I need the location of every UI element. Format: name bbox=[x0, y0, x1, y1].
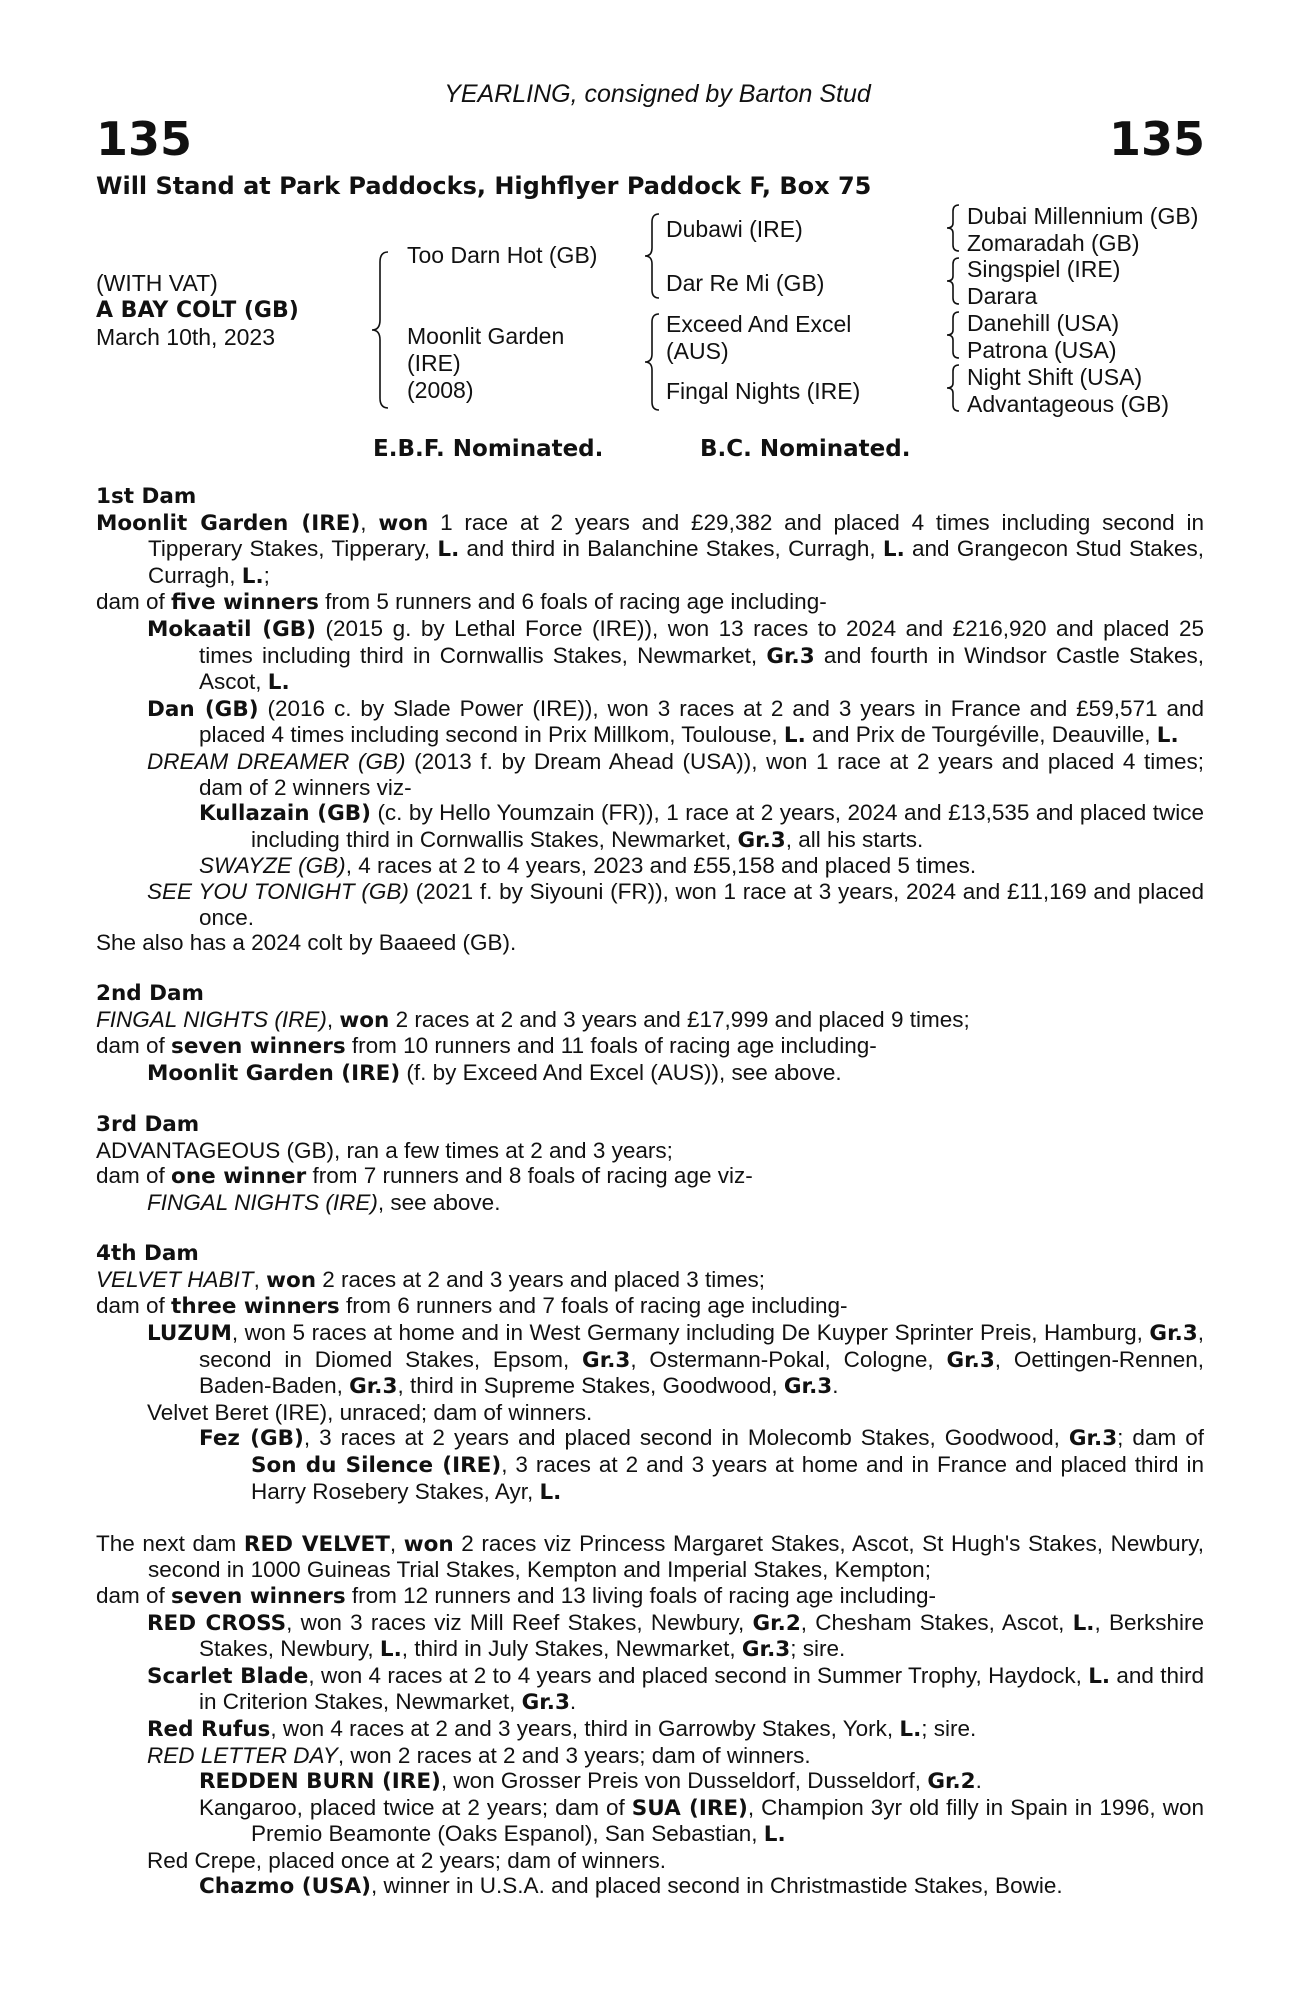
sire-name: Too Darn Hot (GB) bbox=[407, 242, 598, 268]
pedigree-paragraph: The next dam RED VELVET, won 2 races viz Princess Margaret Stakes, Ascot, St Hugh's Stakes, Newbury, second in 1000 Guineas Trial Stakes, Kempton and Imperial Stakes, Kempton; bbox=[96, 1530, 1204, 1583]
bold-text: Gr.3 bbox=[582, 1347, 631, 1373]
bold-text: Gr.3 bbox=[349, 1374, 398, 1400]
pedigree-paragraph: RED CROSS, won 3 races viz Mill Reef Stakes, Newbury, Gr.2, Chesham Stakes, Ascot, L., Berkshire Stakes, Newbury, L., third in July Stakes, Newmarket, Gr.3; sire. bbox=[147, 1609, 1204, 1663]
pedigree-brace-g3-1 bbox=[945, 203, 963, 253]
pedigree-brace-sire bbox=[643, 212, 663, 300]
italic-text: RED LETTER DAY bbox=[147, 1742, 338, 1768]
bold-text: Gr.3 bbox=[737, 827, 786, 853]
bold-text: Gr.3 bbox=[1149, 1321, 1198, 1346]
bold-text: Dan (GB) bbox=[147, 696, 259, 722]
italic-text: DREAM DREAMER (GB) bbox=[147, 748, 406, 774]
bold-text: Moonlit Garden (IRE) bbox=[96, 510, 361, 536]
pedigree-brace-g3-3 bbox=[945, 310, 963, 360]
bold-text: Moonlit Garden (IRE) bbox=[147, 1061, 401, 1087]
pedigree-paragraph: Chazmo (USA), winner in U.S.A. and placed second in Christmastide Stakes, Bowie. bbox=[199, 1873, 1063, 1900]
bold-text: Red Rufus bbox=[147, 1716, 271, 1742]
pedigree-paragraph: Kangaroo, placed twice at 2 years; dam of SUA (IRE), Champion 3yr old filly in Spain in 1996, won Premio Beamonte (Oaks Espanol), San Sebastian, L. bbox=[199, 1794, 1204, 1848]
italic-text: VELVET HABIT bbox=[96, 1266, 254, 1292]
pedigree-paragraph: Moonlit Garden (IRE), won 1 race at 2 years and £29,382 and placed 4 times including second in Tipperary Stakes, Tipperary, L. and third in Balanchine Stakes, Curragh, L. and Grangecon Stud Stakes, Curragh, L.; bbox=[96, 509, 1204, 589]
pedigree-paragraph: LUZUM, won 5 races at home and in West Germany including De Kuyper Sprinter Preis, Hamburg, Gr.3, second in Diomed Stakes, Epsom, Gr.3, Ostermann-Pokal, Cologne, Gr.3, Oettingen-Rennen, Baden-Baden, Gr.3, third in Supreme Stakes, Goodwood, Gr.3. bbox=[147, 1320, 1205, 1400]
g3-ancestor-7: Night Shift (USA) bbox=[967, 364, 1143, 390]
bold-text: Gr.2 bbox=[927, 1769, 976, 1795]
bold-text: Gr.2 bbox=[752, 1610, 801, 1636]
pedigree-paragraph: REDDEN BURN (IRE), won Grosser Preis von Dusseldorf, Dusseldorf, Gr.2. bbox=[199, 1768, 982, 1795]
dam-foaled-year: (2008) bbox=[407, 377, 474, 403]
bold-text: won bbox=[339, 1007, 390, 1033]
pedigree-paragraph: dam of one winner from 7 runners and 8 foals of racing age viz- bbox=[96, 1163, 753, 1190]
catalogue-body bbox=[96, 484, 1204, 1900]
g3-ancestor-3: Singspiel (IRE) bbox=[967, 256, 1121, 282]
bold-text: won bbox=[378, 510, 429, 536]
pedigree-paragraph: dam of three winners from 6 runners and 7 foals of racing age including- bbox=[96, 1293, 848, 1320]
bold-text: L. bbox=[241, 563, 264, 589]
pedigree-paragraph: RED LETTER DAY, won 2 races at 2 and 3 years; dam of winners. bbox=[147, 1742, 811, 1768]
lot-number-right: 135 bbox=[1108, 112, 1205, 166]
pedigree-paragraph: ADVANTAGEOUS (GB), ran a few times at 2 and 3 years; bbox=[96, 1137, 673, 1163]
vat-note: (WITH VAT) bbox=[96, 270, 218, 296]
sire-sire: Dubawi (IRE) bbox=[666, 216, 803, 242]
bold-text: three winners bbox=[171, 1294, 340, 1320]
bold-text: L. bbox=[1156, 723, 1179, 749]
pedigree-paragraph: DREAM DREAMER (GB) (2013 f. by Dream Ahead (USA)), won 1 race at 2 years and placed 4 times; dam of 2 winners viz- bbox=[147, 748, 1205, 800]
bold-text: Gr.3 bbox=[741, 1637, 791, 1663]
bold-text: L. bbox=[899, 1716, 922, 1742]
italic-text: FINGAL NIGHTS (IRE) bbox=[147, 1190, 378, 1216]
lot-number-left: 135 bbox=[96, 112, 193, 166]
pedigree-paragraph: Red Rufus, won 4 races at 2 and 3 years, third in Garrowby Stakes, York, L.; sire. bbox=[147, 1715, 977, 1742]
bold-text: one winner bbox=[171, 1164, 307, 1190]
spacer bbox=[96, 1505, 1204, 1531]
pedigree-paragraph: Moonlit Garden (IRE) (f. by Exceed And Excel (AUS)), see above. bbox=[147, 1060, 842, 1087]
italic-text: SEE YOU TONIGHT (GB) bbox=[147, 878, 409, 904]
bold-text: Scarlet Blade bbox=[147, 1663, 309, 1689]
g3-ancestor-4: Darara bbox=[967, 283, 1038, 309]
dam-name-line1: Moonlit Garden bbox=[407, 323, 565, 349]
bold-text: L. bbox=[1088, 1663, 1111, 1689]
bold-text: L. bbox=[267, 670, 290, 696]
dam-sire-line1: Exceed And Excel bbox=[666, 311, 852, 337]
pedigree-paragraph: dam of five winners from 5 runners and 6 foals of racing age including- bbox=[96, 589, 827, 616]
bold-text: seven winners bbox=[171, 1034, 346, 1060]
bold-text: Gr.3 bbox=[783, 1374, 833, 1400]
bold-text: L. bbox=[783, 723, 806, 749]
bold-text: L. bbox=[379, 1637, 402, 1663]
bold-text: L. bbox=[539, 1479, 562, 1505]
bold-text: RED CROSS bbox=[147, 1610, 287, 1636]
bold-text: L. bbox=[1072, 1610, 1095, 1636]
pedigree-paragraph: Mokaatil (GB) (2015 g. by Lethal Force (IRE)), won 13 races to 2024 and £216,920 and placed 25 times including third in Cornwallis Stakes, Newmarket, Gr.3 and fourth in Windsor Castle Stakes, Ascot, L. bbox=[147, 615, 1204, 696]
bold-text: Gr.3 bbox=[521, 1690, 570, 1716]
bold-text: L. bbox=[437, 537, 460, 563]
spacer bbox=[96, 1087, 1204, 1113]
pedigree-brace-g3-4 bbox=[945, 363, 963, 413]
bold-text: REDDEN BURN (IRE) bbox=[199, 1769, 441, 1795]
pedigree-paragraph: Velvet Beret (IRE), unraced; dam of winners. bbox=[147, 1399, 593, 1425]
bold-text: SUA (IRE) bbox=[631, 1795, 748, 1821]
pedigree-paragraph: Fez (GB), 3 races at 2 years and placed second in Molecomb Stakes, Goodwood, Gr.3; dam of Son du Silence (IRE), 3 races at 2 and 3 years at home and in France and placed third in Harry Rosebery Stakes, Ayr, L. bbox=[199, 1425, 1204, 1505]
pedigree-paragraph: dam of seven winners from 10 runners and 11 foals of racing age including- bbox=[96, 1033, 877, 1060]
section-heading: 1st Dam bbox=[96, 484, 197, 509]
bold-text: Kullazain (GB) bbox=[199, 801, 371, 827]
pedigree-paragraph: Kullazain (GB) (c. by Hello Youmzain (FR)), 1 race at 2 years, 2024 and £13,535 and placed twice including third in Cornwallis Stakes, Newmarket, Gr.3, all his starts. bbox=[199, 800, 1204, 853]
g3-ancestor-2: Zomaradah (GB) bbox=[967, 230, 1140, 256]
bold-text: L. bbox=[882, 537, 905, 563]
sire-dam: Dar Re Mi (GB) bbox=[666, 270, 825, 296]
dam-sire-line2: (AUS) bbox=[666, 338, 729, 364]
foaling-date: March 10th, 2023 bbox=[96, 324, 276, 350]
pedigree-paragraph: Red Crepe, placed once at 2 years; dam of winners. bbox=[147, 1847, 667, 1873]
bold-text: Gr.3 bbox=[1068, 1426, 1118, 1452]
bold-text: Chazmo (USA) bbox=[199, 1874, 371, 1900]
g3-ancestor-6: Patrona (USA) bbox=[967, 337, 1117, 363]
section-heading: 4th Dam bbox=[96, 1241, 199, 1267]
pedigree-paragraph: dam of seven winners from 12 runners and 13 living foals of racing age including- bbox=[96, 1582, 936, 1609]
spacer bbox=[96, 1216, 1204, 1242]
dam-dam: Fingal Nights (IRE) bbox=[666, 378, 861, 404]
pedigree-paragraph: SEE YOU TONIGHT (GB) (2021 f. by Siyouni (FR)), won 1 race at 3 years, 2024 and £11,169 and placed once. bbox=[147, 878, 1204, 930]
bold-text: Mokaatil (GB) bbox=[147, 616, 316, 642]
section-heading: 2nd Dam bbox=[96, 981, 204, 1007]
bc-nomination: B.C. Nominated. bbox=[700, 436, 911, 462]
pedigree-paragraph: FINGAL NIGHTS (IRE), won 2 races at 2 and 3 years and £17,999 and placed 9 times; bbox=[96, 1006, 970, 1033]
bold-text: won bbox=[266, 1267, 317, 1293]
sale-subtitle: YEARLING, consigned by Barton Stud bbox=[444, 80, 871, 108]
dam-name-line2: (IRE) bbox=[407, 350, 461, 376]
italic-text: SWAYZE (GB) bbox=[199, 853, 346, 879]
g3-ancestor-8: Advantageous (GB) bbox=[967, 391, 1170, 417]
ebf-nomination: E.B.F. Nominated. bbox=[373, 436, 604, 462]
pedigree-paragraph: Dan (GB) (2016 c. by Slade Power (IRE)), won 3 races at 2 and 3 years in France and £59,571 and placed 4 times including second in Prix Millkom, Toulouse, L. and Prix de Tourgéville, Deauville, L. bbox=[147, 695, 1204, 749]
bold-text: Gr.3 bbox=[766, 643, 815, 669]
bold-text: won bbox=[403, 1531, 454, 1557]
pedigree-brace-g3-2 bbox=[945, 256, 963, 306]
pedigree-brace-main bbox=[370, 250, 392, 410]
pedigree-paragraph: SWAYZE (GB), 4 races at 2 to 4 years, 2023 and £55,158 and placed 5 times. bbox=[199, 853, 977, 879]
pedigree-brace-dam bbox=[643, 312, 663, 412]
horse-name: A BAY COLT (GB) bbox=[96, 298, 299, 323]
bold-text: RED VELVET bbox=[243, 1531, 390, 1557]
spacer bbox=[96, 956, 1204, 982]
pedigree-paragraph: Scarlet Blade, won 4 races at 2 to 4 years and placed second in Summer Trophy, Haydock, L. and third in Criterion Stakes, Newmarket, Gr.3. bbox=[147, 1662, 1205, 1716]
pedigree-paragraph: She also has a 2024 colt by Baaeed (GB). bbox=[96, 930, 517, 956]
pedigree-paragraph: FINGAL NIGHTS (IRE), see above. bbox=[147, 1190, 501, 1216]
bold-text: Son du Silence (IRE) bbox=[251, 1452, 502, 1478]
bold-text: LUZUM bbox=[147, 1321, 232, 1346]
italic-text: FINGAL NIGHTS (IRE) bbox=[96, 1006, 327, 1032]
g3-ancestor-5: Danehill (USA) bbox=[967, 310, 1120, 336]
bold-text: five winners bbox=[171, 590, 319, 616]
bold-text: seven winners bbox=[171, 1583, 346, 1609]
stand-location: Will Stand at Park Paddocks, Highflyer Paddock F, Box 75 bbox=[96, 172, 872, 200]
section-heading: 3rd Dam bbox=[96, 1112, 200, 1138]
g3-ancestor-1: Dubai Millennium (GB) bbox=[967, 203, 1199, 229]
bold-text: Gr.3 bbox=[946, 1347, 995, 1373]
bold-text: Fez (GB) bbox=[199, 1426, 304, 1452]
pedigree-paragraph: VELVET HABIT, won 2 races at 2 and 3 years and placed 3 times; bbox=[96, 1266, 766, 1293]
bold-text: L. bbox=[763, 1822, 786, 1848]
